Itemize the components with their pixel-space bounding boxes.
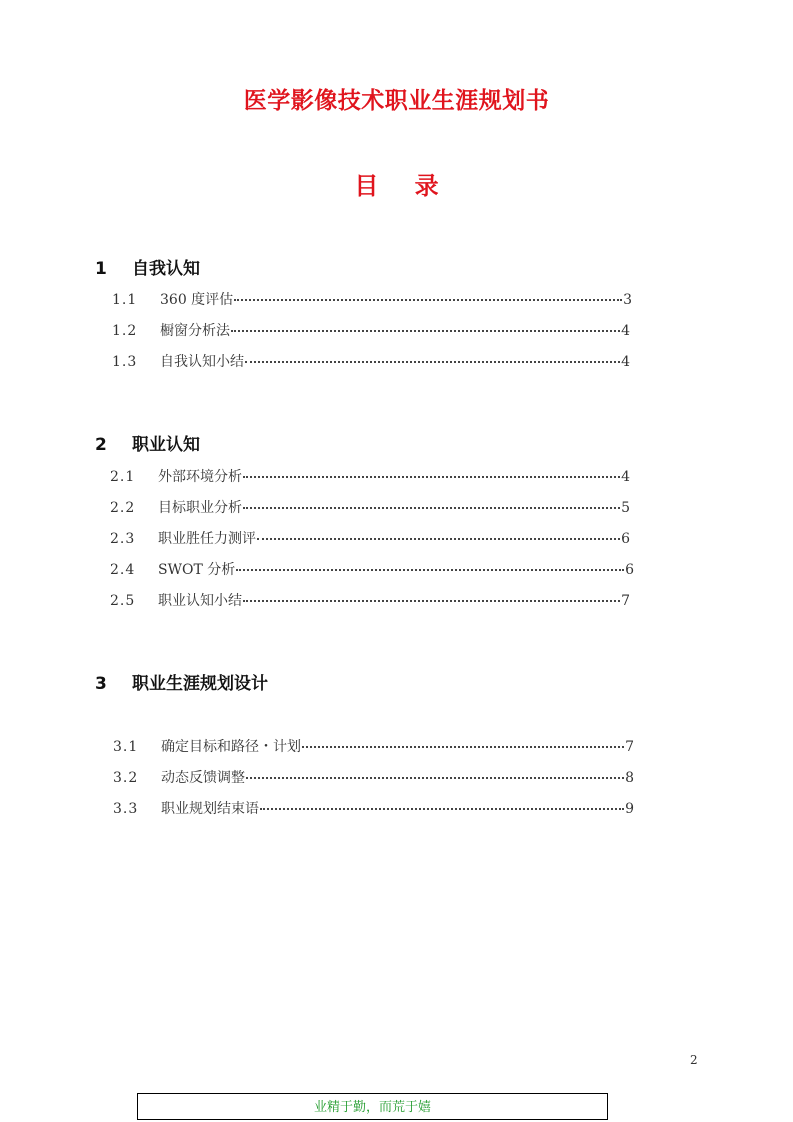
toc-leader-dots	[302, 746, 624, 748]
footer-motto-box	[137, 1093, 608, 1120]
toc-entry-text: SWOT 分析	[158, 562, 236, 578]
section-header-1	[95, 254, 200, 279]
page-number: 2	[690, 1053, 698, 1067]
section-title: 职业生涯规划设计	[132, 674, 268, 694]
toc-entry-number: 2.4	[110, 562, 136, 578]
section-title: 职业认知	[132, 435, 200, 455]
toc-entry-text: 目标职业分析	[158, 500, 242, 516]
toc-leader-dots	[234, 299, 622, 301]
toc-entry-text: 外部环境分析	[158, 469, 242, 485]
toc-entry-number: 2.1	[110, 469, 136, 485]
section-header-2	[95, 430, 200, 455]
section-title: 自我认知	[132, 259, 200, 279]
toc-entry-page: 8	[625, 770, 634, 786]
toc-entry-page: 5	[621, 500, 630, 516]
toc-leader-dots	[260, 808, 624, 810]
section-number: 2	[95, 435, 107, 455]
toc-entry-page: 6	[625, 562, 634, 578]
toc-entry-number: 2.5	[110, 593, 136, 609]
footer-motto: 业精于勤，而荒于嬉	[313, 1100, 431, 1115]
toc-entry[interactable]	[110, 590, 630, 610]
toc-entry-text: 360 度评估	[160, 292, 234, 308]
toc-entry-text: 职业胜任力测评	[158, 531, 256, 547]
toc-entry-page: 7	[625, 739, 634, 755]
toc-entry-page: 4	[621, 354, 630, 370]
section-number: 3	[95, 674, 107, 694]
toc-entry[interactable]	[112, 289, 632, 309]
toc-leader-dots	[231, 330, 620, 332]
toc-entry-number: 1.3	[112, 354, 138, 370]
toc-entry-number: 3.3	[113, 801, 139, 817]
toc-leader-dots	[243, 476, 620, 478]
document-title: 医学影像技术职业生涯规划书	[243, 88, 550, 114]
toc-entry-number: 2.2	[110, 500, 136, 516]
toc-leader-dots	[245, 361, 620, 363]
toc-entry-text: 自我认知小结	[160, 354, 244, 370]
section-header-3	[95, 669, 268, 694]
toc-entry-text: 确定目标和路径・计划	[161, 739, 301, 755]
toc-entry-text: 橱窗分析法	[160, 323, 230, 339]
toc-entry-page: 4	[621, 323, 630, 339]
toc-heading: 目 录	[354, 172, 453, 200]
toc-entry[interactable]	[113, 798, 634, 818]
section-number: 1	[95, 259, 107, 279]
toc-entry-number: 3.2	[113, 770, 139, 786]
toc-entry[interactable]	[110, 559, 634, 579]
toc-leader-dots	[257, 538, 620, 540]
toc-leader-dots	[243, 600, 620, 602]
toc-entry[interactable]	[110, 497, 630, 517]
toc-leader-dots	[243, 507, 620, 509]
toc-entry-text: 职业规划结束语	[161, 801, 259, 817]
toc-entry[interactable]	[112, 351, 630, 371]
toc-entry-number: 3.1	[113, 739, 139, 755]
toc-entry[interactable]	[113, 767, 634, 787]
toc-entry-page: 9	[625, 801, 634, 817]
toc-entry[interactable]	[112, 320, 630, 340]
toc-entry[interactable]	[110, 466, 630, 486]
toc-entry-number: 2.3	[110, 531, 136, 547]
toc-entry-page: 6	[621, 531, 630, 547]
toc-entry-page: 3	[623, 292, 632, 308]
toc-entry[interactable]	[113, 736, 634, 756]
toc-entry-page: 7	[621, 593, 630, 609]
toc-entry[interactable]	[110, 528, 630, 548]
toc-entry-page: 4	[621, 469, 630, 485]
toc-leader-dots	[236, 569, 624, 571]
toc-entry-number: 1.2	[112, 323, 138, 339]
toc-entry-text: 动态反馈调整	[161, 770, 245, 786]
toc-entry-text: 职业认知小结	[158, 593, 242, 609]
toc-leader-dots	[246, 777, 624, 779]
toc-entry-number: 1.1	[112, 292, 138, 308]
